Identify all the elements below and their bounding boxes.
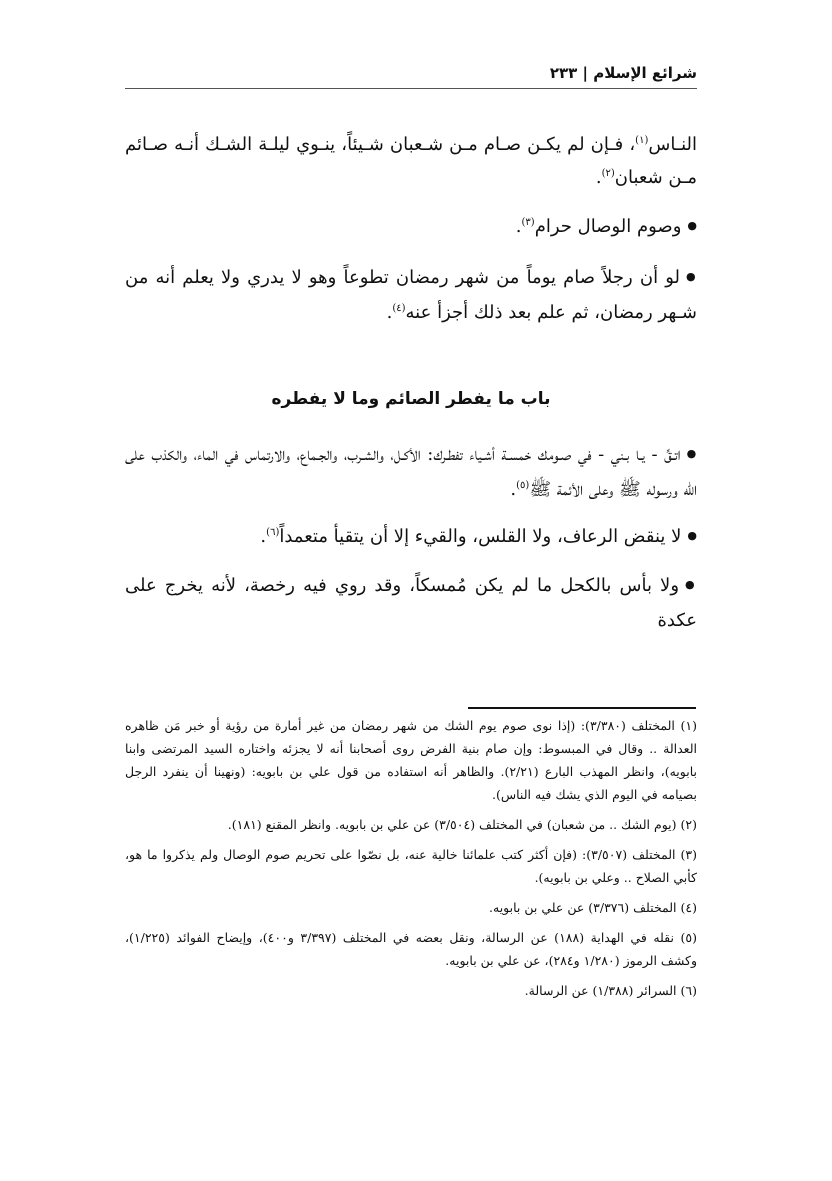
running-header: [125, 60, 697, 86]
paragraph-bullet: [125, 438, 697, 506]
footnote-ref[interactable]: (٥): [516, 480, 530, 491]
footnote-1: (١) المختلف (٣/٣٨٠): (إذا نوى صوم يوم الشك من شهر رمضان من غير أمارة من رؤية أو خبر مَن ظاهره العدالة .. وقال في المبسوط: وإن صام بنية الفرض روى أصحابنا أنه لا يجزئه واختاره السيد المرتضى وابنا بابويه)، وانظر المهذب البارع (٢/٢١). والظاهر أنه استفاده من قول علي بن بابويه: (ونهينا أن ينفرد الرجل بصيامه في اليوم الذي يشك فيه الناس).: [125, 718, 697, 802]
footnote-5: (٥) نقله في الهداية (١٨٨) عن الرسالة، ونقل بعضه في المختلف (٣/٣٩٧ و٤٠٠)، وإيضاح الفوائد (١/٢٢٥)، وكشف الرموز (١/٢٨٠ و٢٨٤)، عن علي بن بابويه.: [125, 930, 697, 968]
paragraph-bullet: [125, 520, 697, 555]
paragraph-text: .: [510, 479, 517, 500]
section-heading: باب ما يفطر الصائم وما لا يفطره: [271, 389, 551, 409]
footnote-3: (٣) المختلف (٣/٥٠٧): (فإن أكثر كتب علمائنا خالية عنه، بل نصّوا على تحريم صوم الوصال ولم يذكروا ما هو، كأبي الصلاح .. وعلي بن بابويه).: [125, 847, 697, 885]
running-title: شرائع الإسلام | ٢٣٣: [549, 64, 697, 82]
paragraph-text: النـاس: [648, 134, 697, 155]
footnote-ref[interactable]: (٦): [266, 527, 280, 538]
paragraph-bullet: [125, 569, 697, 637]
body-section-2: [125, 438, 697, 637]
paragraph-text: ، فـإن لم يكـن صـام مـن شـعبان شـيئاً، ينـوي ليلـة الشـك أنـه صـائم مـن شعبان: [125, 134, 697, 188]
footnotes: [125, 714, 697, 1009]
footnote-4: (٤) المختلف (٣/٣٧٦) عن علي بن بابويه.: [489, 900, 697, 915]
footnote-ref[interactable]: (١): [635, 135, 649, 146]
body-section-1: [125, 128, 697, 329]
paragraph-continuation: [125, 128, 697, 194]
paragraph-text: لو أن رجلاً صام يوماً من شهر رمضان تطوعاً وهو لا يدري ولا يعلم أنه من شـهر رمضان، ثم علم بعد ذلك أجزأ عنه: [125, 267, 697, 323]
paragraph-text: وصوم الوصال حرام: [534, 216, 682, 237]
footnote-ref[interactable]: (٣): [521, 217, 535, 228]
paragraph-text: .: [386, 302, 393, 323]
paragraph-text: .: [595, 167, 602, 188]
paragraph-text: .: [515, 216, 522, 237]
footnote-divider: [468, 707, 696, 709]
paragraph-bullet: [125, 210, 697, 245]
paragraph-text: لا ينقض الرعاف، ولا القلس، والقيء إلا أن يتقيأ متعمداً: [279, 526, 682, 547]
footnote-ref[interactable]: (٤): [392, 303, 406, 314]
paragraph-text: .: [260, 526, 267, 547]
paragraph-text: اتـقِّ - يـا بـني - في صـومك خمسـة أشـياء تفطـرك: الأكـل، والشـرب، والجـماع، والارتماس في الماء، والكذب على الله ورسوله ﷺ وعلى الأئمة ﷺ: [125, 444, 697, 500]
paragraph-bullet: [125, 261, 697, 329]
paragraph-text: ولا بأس بالكحل ما لم يكن مُمسكاً، وقد روي فيه رخصة، لأنه يخرج على عكدة: [125, 575, 697, 631]
footnote-6: (٦) السرائر (١/٣٨٨) عن الرسالة.: [524, 983, 697, 998]
footnote-ref[interactable]: (٢): [601, 168, 615, 179]
footnote-2: (٢) (يوم الشك .. من شعبان) في المختلف (٣/٥٠٤) عن علي بن بابويه. وانظر المقنع (١٨١).: [227, 817, 697, 832]
header-divider: [125, 88, 697, 89]
